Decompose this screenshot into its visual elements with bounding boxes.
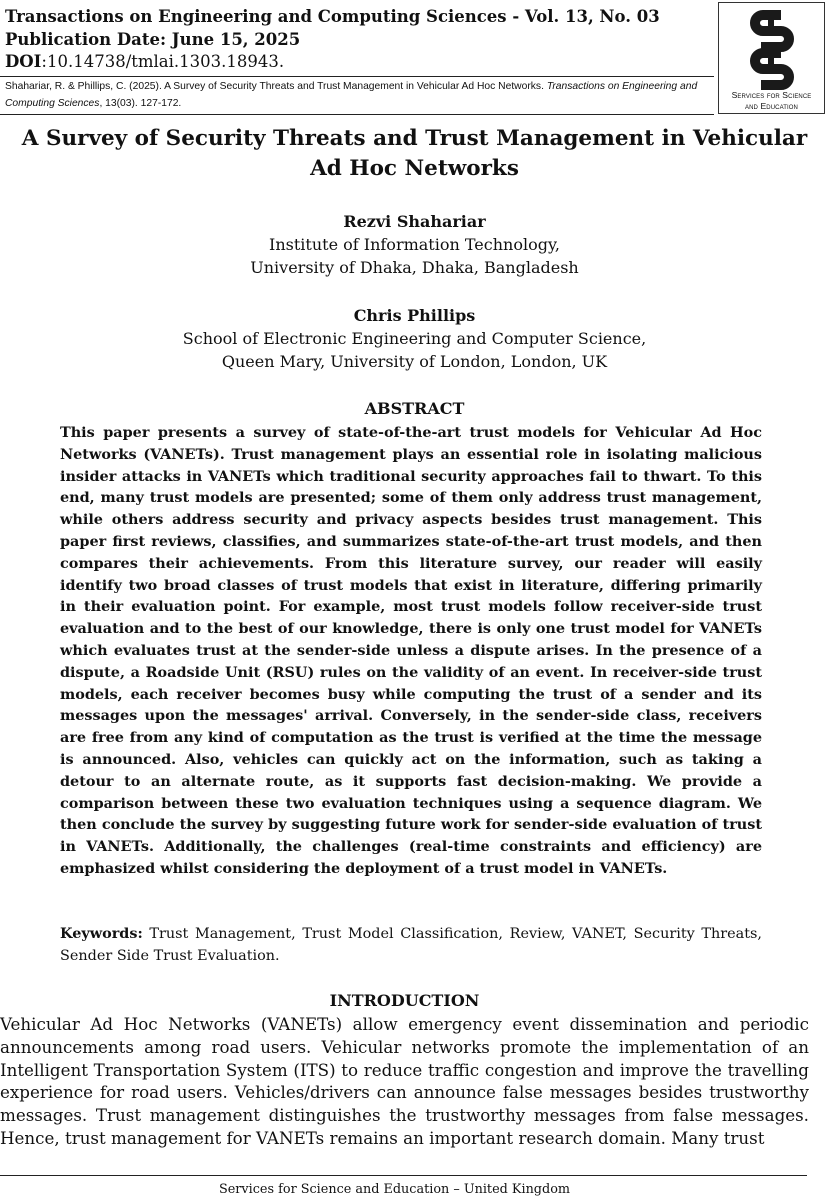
author-affiliation: Queen Mary, University of London, London, UK xyxy=(221,352,608,371)
author-name: Chris Phillips xyxy=(353,306,476,325)
introduction-text: Vehicular Ad Hoc Networks (VANETs) allow emergency event dissemination and periodic announcements among road users. Vehicular networks promote the implementation of an Intelligent Transportation System (ITS) to reduce traffic congestion and improve the travelling experience for road users. Vehicles/drivers can announce false messages besides trustworthy messages. Trust management distinguishes the trustworthy messages from false messages. Hence, trust management for VANETs remains an important research domain. Many trust xyxy=(0,1014,809,1148)
title-line2: Ad Hoc Networks xyxy=(310,156,519,181)
citation-journal: Transactions on Engineering and Computing Sciences xyxy=(5,81,698,109)
logo-caption-line1: Services for Science xyxy=(731,90,812,100)
publication-date: Publication Date: June 15, 2025 xyxy=(5,29,301,49)
keywords-text: Trust Management, Trust Model Classification, Review, VANET, Security Threats, Sender Side Trust Evaluation. xyxy=(60,926,762,964)
abstract-heading: ABSTRACT xyxy=(364,399,465,418)
doi-value[interactable]: :10.14738/tmlai.1303.18943. xyxy=(41,52,285,71)
journal-volume-line: Transactions on Engineering and Computing Sciences - Vol. 13, No. 03 xyxy=(5,7,660,26)
logo-caption-line2: and Education xyxy=(745,101,798,111)
author-affiliation: Institute of Information Technology, xyxy=(269,235,560,254)
abstract-text: This paper presents a survey of state-of-the-art trust models for Vehicular Ad Hoc Networks (VANETs). Trust management plays an essential role in isolating malicious insider attacks in VANETs which traditional security approaches fail to thwart. To this end, many trust models are presented; some of them only address trust management, while others address security and privacy aspects besides trust management. This paper first reviews, classifies, and summarizes state-of-the-art trust models, and then compares their achievements. From this literature survey, our reader will easily identify two broad classes of trust models that exist in literature, differing primarily in their evaluation point. For example, most trust models follow receiver-side trust evaluation and to the best of our knowledge, there is only one trust model for VANETs which evaluates trust at the sender-side unless a dispute arises. In the presence of a dispute, a Roadside Unit (RSU) rules on the validity of an event. In receiver-side trust models, each receiver becomes busy while computing the trust of a sender and its messages upon the messages' arrival. Conversely, in the sender-side class, receivers are free from any kind of computation as the trust is verified at the time the message is announced. Also, vehicles can quickly act on the information, such as taking a detour to an alternate route, as it supports fast decision-making. We provide a comparison between these two evaluation techniques using a sequence diagram. We then conclude the survey by suggesting future work for sender-side evaluation of trust in VANETs. Additionally, the challenges (real-time constraints and efficiency) are emphasized whilst considering the deployment of a trust model in VANETs. xyxy=(60,424,762,877)
citation-main: Shahariar, R. & Phillips, C. (2025). A Survey of Security Threats and Trust Management in Vehicular Ad Hoc Networks. xyxy=(5,81,547,92)
author-block-1 xyxy=(0,210,829,279)
journal-header xyxy=(5,6,713,73)
paper-title xyxy=(0,124,829,184)
citation-tail: , 13(03). 127-172. xyxy=(99,97,182,109)
logo-caption xyxy=(719,90,824,112)
publisher-logo xyxy=(718,2,825,114)
header-divider xyxy=(0,76,714,77)
doi-line xyxy=(5,51,713,73)
introduction-heading: INTRODUCTION xyxy=(329,991,480,1010)
author-affiliation: University of Dhaka, Dhaka, Bangladesh xyxy=(250,258,579,277)
keywords-label: Keywords: xyxy=(60,925,143,942)
author-name: Rezvi Shahariar xyxy=(343,212,486,231)
keywords xyxy=(60,923,762,968)
citation xyxy=(5,79,715,112)
sse-logo-icon xyxy=(741,7,803,91)
footer-divider xyxy=(0,1175,807,1176)
page-footer: Services for Science and Education – United Kingdom xyxy=(218,1182,571,1197)
author-affiliation: School of Electronic Engineering and Computer Science, xyxy=(182,329,647,348)
title-line1: A Survey of Security Threats and Trust Management in Vehicular xyxy=(21,126,808,151)
author-block-2 xyxy=(0,304,829,373)
doi-label: DOI xyxy=(5,52,42,71)
citation-divider xyxy=(0,114,714,115)
